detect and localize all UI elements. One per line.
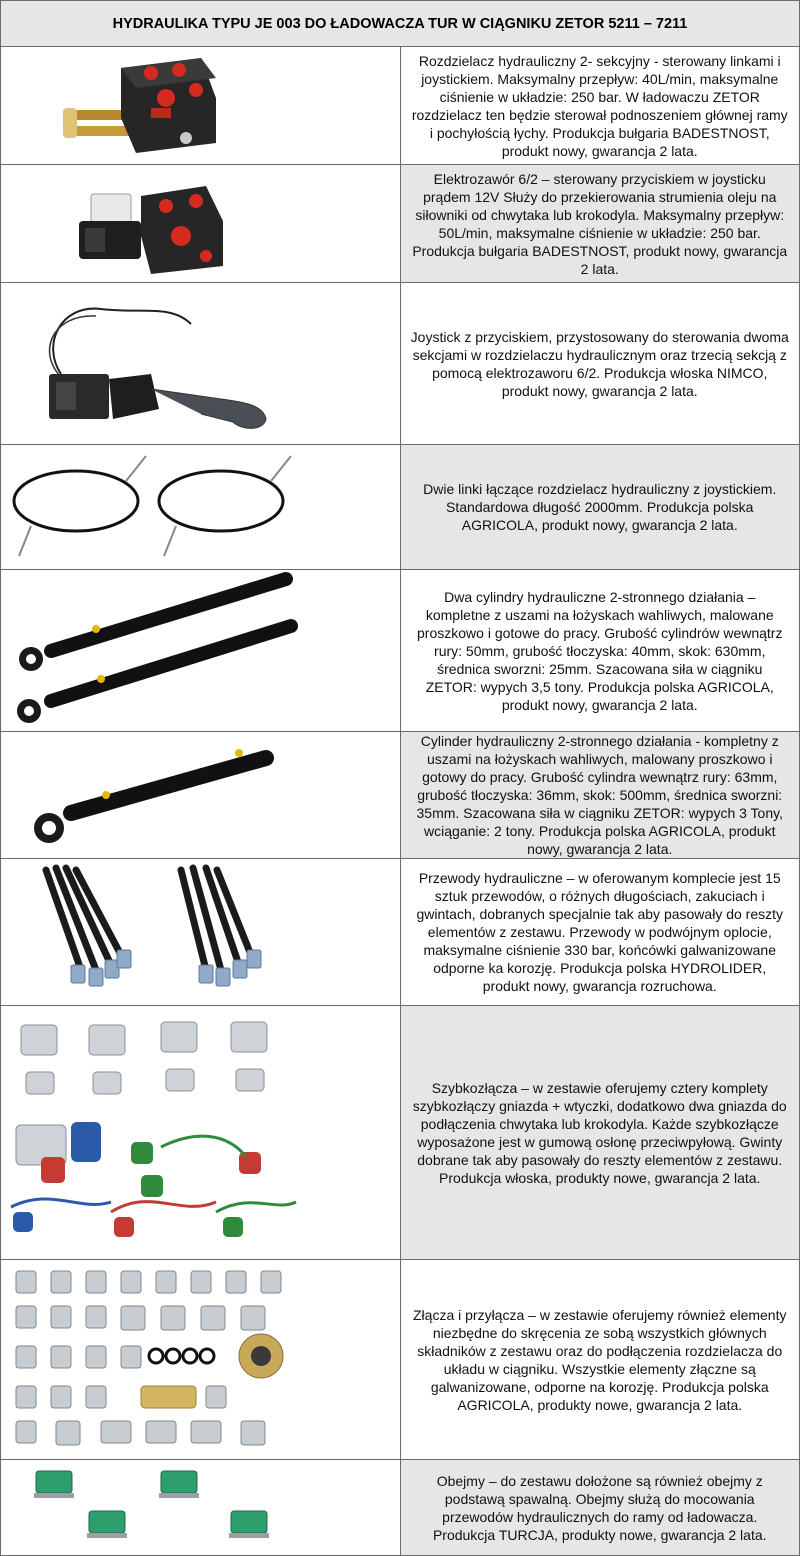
control-cables-image xyxy=(1,445,401,570)
table-row xyxy=(1,1460,800,1556)
table-row xyxy=(1,1260,800,1460)
row-description: Rozdzielacz hydrauliczny 2- sekcyjny - sterowany linkami i joystickiem. Maksymalny przepływ: 40L/min, maksymalne ciśnienie w układzie: 250 bar. W ładowaczu ZETOR rozdzielacz ten będzie sterował podnoszeniem głównej ramy i pochyłością łychy. Produkcja bułgaria BADESTNOST, produkt nowy, gwarancja 2 lata. xyxy=(400,47,800,165)
table-row xyxy=(1,1006,800,1260)
table-row xyxy=(1,283,800,445)
solenoid-valve-image xyxy=(1,165,401,283)
row-description: Szybkozłącza – w zestawie oferujemy cztery komplety szybkozłączy gniazda + wtyczki, dodatkowo dwa gniazda do podłączenia chwytaka lub krokodyla. Każde szybkozłącze wyposażone jest w gumową osłonę przeciwpyłową. Gwinty dobrane tak aby pasowały do reszty elementów z zestawu. Produkcja włoska, produkty nowe, gwarancja 2 lata. xyxy=(400,1006,800,1260)
row-description: Cylinder hydrauliczny 2-stronnego działania - kompletny z uszami na łożyskach wahliwych, malowany proszkowo i gotowy do pracy. Grubość cylindra wewnątrz rury: 63mm, grubość tłoczyska: 36mm, skok: 500mm, średnica sworzni: 35mm. Szacowana siła w ciągniku ZETOR: wypych 3 Tony, wciąganie: 2 tony. Produkcja polska AGRICOLA, produkt nowy, gwarancja 2 lata. xyxy=(400,732,800,859)
table-row xyxy=(1,732,800,859)
row-description: Przewody hydrauliczne – w oferowanym komplecie jest 15 sztuk przewodów, o różnych długościach, zakuciach i gwintach, dobranych specjalnie tak aby pasowały do reszty elementów z zestawu. Przewody w podwójnym oplocie, maksymalne ciśnienie 330 bar, końcówki galwanizowane odporne ka korozję. Produkcja polska HYDROLIDER, produkt nowy, gwarancja rozruchowa. xyxy=(400,859,800,1006)
row-description: Elektrozawór 6/2 – sterowany przyciskiem w joysticku prądem 12V Służy do przekierowania strumienia oleju na siłowniki od chwytaka lub krokodyla. Maksymalny przepływ: 50L/min, maksymalne ciśnienie w układzie: 250 bar. Produkcja bułgaria BADESTNOST, produkt nowy, gwarancja 2 lata. xyxy=(400,165,800,283)
joystick-image xyxy=(1,283,401,445)
row-description: Dwa cylindry hydrauliczne 2-stronnego działania – kompletne z uszami na łożyskach wahliwych, malowane proszkowo i gotowe do pracy. Grubość cylindrów wewnątrz rury: 50mm, grubość tłoczyska: 40mm, skok: 630mm, średnica sworzni: 25mm. Szacowana siła w ciągniku ZETOR: wypych 3,5 tony. Produkcja polska AGRICOLA, produkt nowy, gwarancja 2 lata. xyxy=(400,570,800,732)
row-description: Obejmy – do zestawu dołożone są również obejmy z podstawą spawalną. Obejmy służą do mocowania przewodów hydraulicznych do ramy od ładowacza. Produkcja TURCJA, produkty nowe, gwarancja 2 lata. xyxy=(400,1460,800,1556)
header-row xyxy=(1,1,800,47)
fittings-image xyxy=(1,1260,401,1460)
table-row xyxy=(1,859,800,1006)
row-description: Joystick z przyciskiem, przystosowany do sterowania dwoma sekcjami w rozdzielaczu hydraulicznym oraz trzecią sekcją z pomocą elektrozaworu 6/2. Produkcja włoska NIMCO, produkt nowy, gwarancja 2 lata. xyxy=(400,283,800,445)
table-row xyxy=(1,47,800,165)
pipe-clamps-image xyxy=(1,1460,401,1556)
table-row xyxy=(1,445,800,570)
row-description: Złącza i przyłącza – w zestawie oferujemy również elementy niezbędne do skręcenia ze sobą wszystkich głównych składników z zestawu oraz do podłączenia rozdzielacza do układu w ciągniku. Wszystkie elementy złączne są galwanizowane, odporne na korozję. Produkcja polska AGRICOLA, produkty nowe, gwarancja 2 lata. xyxy=(400,1260,800,1460)
page-title: HYDRAULIKA TYPU JE 003 DO ŁADOWACZA TUR W CIĄGNIKU ZETOR 5211 – 7211 xyxy=(1,1,800,47)
hydraulic-valve-image xyxy=(1,47,401,165)
table-row xyxy=(1,570,800,732)
table-row xyxy=(1,165,800,283)
hydraulic-hoses-image xyxy=(1,859,401,1006)
two-cylinders-image xyxy=(1,570,401,732)
row-description: Dwie linki łączące rozdzielacz hydrauliczny z joystickiem. Standardowa długość 2000mm. Produkcja polska AGRICOLA, produkt nowy, gwarancja 2 lata. xyxy=(400,445,800,570)
quick-couplers-image xyxy=(1,1006,401,1260)
one-cylinder-image xyxy=(1,732,401,859)
